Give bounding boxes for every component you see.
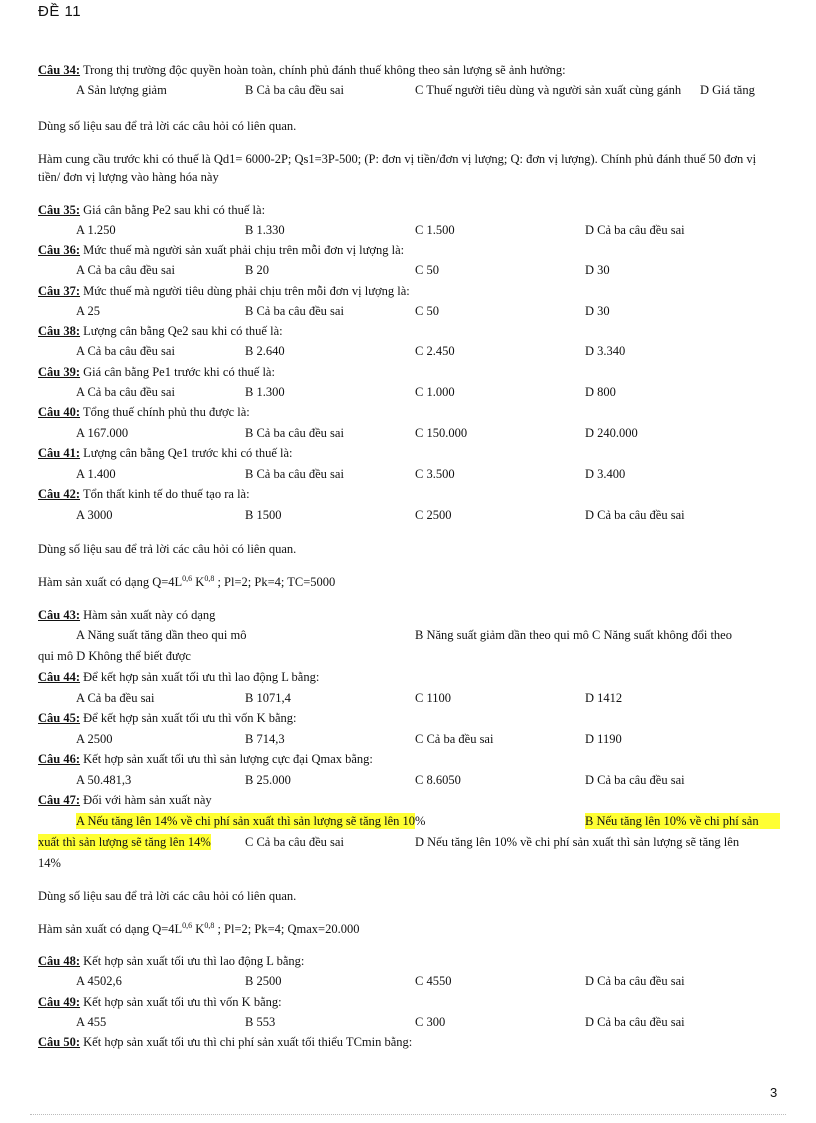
question-number: Câu 42: <box>38 487 81 501</box>
option-c: C 2500 <box>415 508 452 522</box>
question-text: Tổng thuế chính phủ thu được là: <box>82 405 250 419</box>
option-d-continuation: 14% <box>38 856 61 870</box>
option-d: D Cả ba câu đều sai <box>585 773 685 787</box>
option-c: C 3.500 <box>415 467 455 481</box>
options-42 <box>38 507 780 523</box>
option-d: D 1412 <box>585 691 623 705</box>
option-a-highlighted: A Nếu tăng lên 14% về chi phí sản xuất thì sản lượng sẽ tăng lên 10% <box>76 814 426 828</box>
option-a: A Cả ba câu đều sai <box>76 385 175 399</box>
option-d: D Giá tăng <box>700 83 755 97</box>
option-b: B Cả ba câu đều sai <box>245 304 344 318</box>
option-a: A Cả ba câu đều sai <box>76 263 175 277</box>
question-text: Đối với hàm sản xuất này <box>83 793 212 807</box>
options-35 <box>38 222 780 238</box>
question-number: Câu 37: <box>38 284 81 298</box>
option-c: C 1.500 <box>415 223 455 237</box>
option-b: B Cả ba câu đều sai <box>245 83 344 97</box>
option-c: C 8.6050 <box>415 773 461 787</box>
option-a: A Năng suất tăng dần theo qui mô <box>76 628 247 642</box>
options-38 <box>38 343 780 359</box>
data-paragraph: Hàm cung cầu trước khi có thuế là Qd1= 6000-2P; Qs1=3P-500; (P: đơn vị tiền/đơn vị lượng; Q: đơn vị lượng). Chính phủ đánh thuế 50 đơn vị tiền/ đơn vị lượng vào hàng hóa này <box>38 152 757 184</box>
option-d: D Cả ba câu đều sai <box>585 974 685 988</box>
options-48 <box>38 973 780 989</box>
option-c: C 1.000 <box>415 385 455 399</box>
question-number: Câu 50: <box>38 1035 81 1049</box>
question-number: Câu 38: <box>38 324 81 338</box>
option-c: C 50 <box>415 304 439 318</box>
options-41 <box>38 466 780 482</box>
option-a: A 1.250 <box>76 223 116 237</box>
question-49 <box>38 994 282 1010</box>
option-d: D Cả ba câu đều sai <box>585 1015 685 1029</box>
option-d: D Nếu tăng lên 10% về chi phí sản xuất thì sản lượng sẽ tăng lên <box>415 835 740 849</box>
question-text: Mức thuế mà người tiêu dùng phải chịu trên mỗi đơn vị lượng là: <box>83 284 410 298</box>
question-46 <box>38 751 373 767</box>
option-a: A 4502,6 <box>76 974 122 988</box>
option-d: D 3.340 <box>585 344 626 358</box>
options-47-row1 <box>38 813 780 829</box>
option-b: B 1.300 <box>245 385 285 399</box>
question-number: Câu 44: <box>38 670 81 684</box>
question-text: Để kết hợp sản xuất tối ưu thì vốn K bằng: <box>83 711 297 725</box>
option-b: B Cả ba câu đều sai <box>245 426 344 440</box>
question-text: Kết hợp sản xuất tối ưu thì sản lượng cực đại Qmax bằng: <box>83 752 373 766</box>
option-a: A 1.400 <box>76 467 116 481</box>
question-text: Giá cân bằng Pe1 trước khi có thuế là: <box>83 365 275 379</box>
production-function: Hàm sản xuất có dạng $Q=4L^{0,6}$ K$^{0,8}$ ; Pl=2; Pk=4; TC=5000 <box>38 574 336 589</box>
options-34 <box>38 82 780 98</box>
options-45 <box>38 731 780 747</box>
question-text: Giá cân bằng Pe2 sau khi có thuế là: <box>83 203 266 217</box>
question-text: Trong thị trường độc quyền hoàn toàn, chính phủ đánh thuế không theo sản lượng sẽ ảnh hưởng: <box>82 63 566 77</box>
option-c: C 2.450 <box>415 344 455 358</box>
exam-title: ĐỀ 11 <box>38 3 82 20</box>
option-a: A 3000 <box>76 508 113 522</box>
option-c: C Cả ba đều sai <box>415 732 494 746</box>
option-d: D 30 <box>585 263 610 277</box>
question-44 <box>38 669 319 685</box>
question-number: Câu 43: <box>38 608 81 622</box>
question-text: Kết hợp sản xuất tối ưu thì vốn K bằng: <box>83 995 282 1009</box>
option-a: A 2500 <box>76 732 113 746</box>
production-function: Hàm sản xuất có dạng $Q=4L^{0,6}$ K$^{0,8}$ ; Pl=2; Pk=4; Qmax=20.000 <box>38 921 360 936</box>
question-text: Mức thuế mà người sản xuất phải chịu trên mỗi đơn vị lượng là: <box>83 243 405 257</box>
options-49 <box>38 1014 780 1030</box>
option-d: D Cả ba câu đều sai <box>585 223 685 237</box>
options-44 <box>38 690 780 706</box>
option-c: C Thuế người tiêu dùng và người sản xuất cùng gánh <box>415 83 682 97</box>
question-text: Kết hợp sản xuất tối ưu thì lao động L bằng: <box>83 954 305 968</box>
question-45 <box>38 710 297 726</box>
question-text: Hàm sản xuất này có dạng <box>83 608 216 622</box>
question-number: Câu 40: <box>38 405 81 419</box>
options-36 <box>38 262 780 278</box>
intro-paragraph: Dùng số liệu sau để trả lời các câu hỏi có liên quan. <box>38 119 297 133</box>
option-b: B 1071,4 <box>245 691 291 705</box>
question-37 <box>38 283 410 299</box>
option-a: A Sản lượng giảm <box>76 83 167 97</box>
option-b: B 553 <box>245 1015 276 1029</box>
option-d: D 3.400 <box>585 467 626 481</box>
question-number: Câu 46: <box>38 752 81 766</box>
question-number: Câu 45: <box>38 711 81 725</box>
question-39 <box>38 364 275 380</box>
option-d: D 800 <box>585 385 616 399</box>
question-34 <box>38 62 566 78</box>
question-number: Câu 49: <box>38 995 81 1009</box>
question-42 <box>38 486 250 502</box>
question-text: Tổn thất kinh tế do thuế tạo ra là: <box>82 487 250 501</box>
question-number: Câu 41: <box>38 446 81 460</box>
option-b: B 20 <box>245 263 269 277</box>
options-46 <box>38 772 780 788</box>
option-c: C 1100 <box>415 691 451 705</box>
options-37 <box>38 303 780 319</box>
option-d: D 30 <box>585 304 610 318</box>
question-number: Câu 35: <box>38 203 81 217</box>
option-b: B 1500 <box>245 508 282 522</box>
option-c: C Cả ba câu đều sai <box>245 835 344 849</box>
question-text: Để kết hợp sản xuất tối ưu thì lao động L bằng: <box>83 670 320 684</box>
intro-paragraph: Dùng số liệu sau để trả lời các câu hỏi có liên quan. <box>38 889 297 903</box>
option-a: A Cả ba đều sai <box>76 691 155 705</box>
options-40 <box>38 425 780 441</box>
option-continuation: qui mô D Không thể biết được <box>38 649 191 663</box>
intro-paragraph: Dùng số liệu sau để trả lời các câu hỏi có liên quan. <box>38 542 297 556</box>
option-d: D 1190 <box>585 732 622 746</box>
question-number: Câu 39: <box>38 365 81 379</box>
options-47-row2 <box>38 834 780 850</box>
option-d: D Cả ba câu đều sai <box>585 508 685 522</box>
option-a: A 50.481,3 <box>76 773 132 787</box>
question-38 <box>38 323 283 339</box>
option-a: A 167.000 <box>76 426 129 440</box>
option-b: B 25.000 <box>245 773 291 787</box>
option-c: C 50 <box>415 263 439 277</box>
option-b-continuation: xuất thì sản lượng sẽ tăng lên 14% <box>38 835 211 849</box>
option-b: B 714,3 <box>245 732 285 746</box>
question-text: Lượng cân bằng Qe1 trước khi có thuế là: <box>83 446 293 460</box>
question-40 <box>38 404 250 420</box>
option-c: C 150.000 <box>415 426 468 440</box>
question-48 <box>38 953 304 969</box>
option-a: A 25 <box>76 304 100 318</box>
question-50 <box>38 1034 412 1050</box>
question-number: Câu 36: <box>38 243 81 257</box>
page-divider <box>30 1114 786 1115</box>
option-b-c: B Năng suất giảm dần theo qui mô C Năng suất không đổi theo <box>415 628 732 642</box>
question-text: Lượng cân bằng Qe2 sau khi có thuế là: <box>83 324 283 338</box>
question-number: Câu 48: <box>38 954 81 968</box>
options-43 <box>38 627 780 643</box>
option-d: D 240.000 <box>585 426 638 440</box>
question-41 <box>38 445 293 461</box>
option-c: C 300 <box>415 1015 446 1029</box>
option-c: C 4550 <box>415 974 452 988</box>
option-b-highlighted: B Nếu tăng lên 10% về chi phí sản <box>585 813 780 829</box>
question-35 <box>38 202 265 218</box>
question-number: Câu 34: <box>38 63 81 77</box>
options-39 <box>38 384 780 400</box>
option-a: A 455 <box>76 1015 107 1029</box>
option-b: B Cả ba câu đều sai <box>245 467 344 481</box>
option-a: A Cả ba câu đều sai <box>76 344 175 358</box>
option-b: B 2500 <box>245 974 282 988</box>
question-text: Kết hợp sản xuất tối ưu thì chi phí sản xuất tối thiểu TCmin bằng: <box>83 1035 413 1049</box>
question-number: Câu 47: <box>38 793 81 807</box>
question-36 <box>38 242 404 258</box>
option-b: B 1.330 <box>245 223 285 237</box>
question-43 <box>38 607 215 623</box>
option-b: B 2.640 <box>245 344 285 358</box>
page-number: 3 <box>770 1085 778 1100</box>
question-47 <box>38 792 212 808</box>
